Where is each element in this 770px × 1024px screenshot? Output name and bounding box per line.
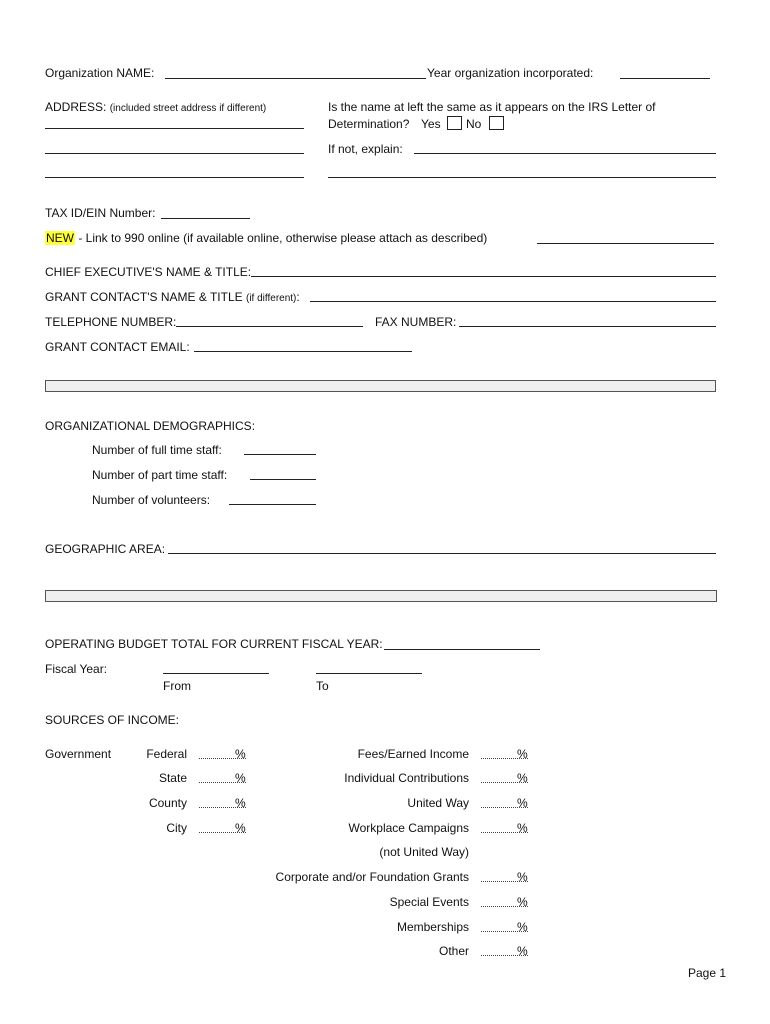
explain-field-1[interactable] [414,153,716,154]
income-county-percent: % [235,796,246,810]
link-990-field[interactable] [537,243,714,244]
email-field[interactable] [194,351,412,352]
operating-budget-label: OPERATING BUDGET TOTAL FOR CURRENT FISCAL YEAR: [45,637,383,651]
explain-label: If not, explain: [328,142,403,156]
income-city-label: City [166,821,187,835]
irs-question-line-1: Is the name at left the same as it appears on the IRS Letter of [328,100,656,114]
ceo-field[interactable] [251,276,716,277]
telephone-label: TELEPHONE NUMBER: [45,315,177,329]
demographics-title: ORGANIZATIONAL DEMOGRAPHICS: [45,419,256,433]
income-grants-label: Corporate and/or Foundation Grants [275,870,469,884]
sources-of-income-title: SOURCES OF INCOME: [45,713,180,727]
income-federal-label: Federal [146,747,187,761]
income-federal-percent: % [235,747,246,761]
org-name-label: Organization NAME: [45,66,155,80]
full-time-staff-label: Number of full time staff: [92,443,222,457]
link-990-label [45,231,487,245]
income-workplace-label: Workplace Campaigns [348,821,469,835]
income-fees-label: Fees/Earned Income [357,747,469,761]
operating-budget-field[interactable] [384,649,540,650]
full-time-staff-field[interactable] [244,454,316,455]
government-label: Government [45,747,112,761]
geographic-area-label: GEOGRAPHIC AREA: [45,542,166,556]
irs-question-line-2: Determination? [328,117,410,131]
income-other-percent: % [517,944,528,958]
fiscal-year-from-label: From [163,679,191,693]
grant-contact-note: (if different) [246,293,297,304]
income-fees-percent: % [517,747,528,761]
grant-contact-label-text: GRANT CONTACT'S NAME & TITLE [45,290,243,304]
income-events-percent: % [517,895,528,909]
link-990-text: - Link to 990 online (if available online, otherwise please attach as described) [75,231,488,245]
irs-no-label: No [466,117,482,131]
address-note: (included street address if different) [109,103,267,114]
fiscal-year-from-field[interactable] [163,673,269,674]
address-line-2[interactable] [45,153,304,154]
year-incorporated-field[interactable] [620,78,710,79]
org-name-field[interactable] [165,78,426,79]
section-divider-2 [45,590,717,602]
section-divider-1 [45,380,716,392]
fax-label: FAX NUMBER: [375,315,457,329]
irs-yes-label: Yes [421,117,441,131]
income-other-label: Other [438,944,469,958]
grant-contact-field[interactable] [310,301,716,302]
fiscal-year-label: Fiscal Year: [45,662,108,676]
income-workplace-percent: % [517,821,528,835]
address-label-text: ADDRESS: [45,100,107,114]
irs-no-checkbox[interactable] [489,116,504,130]
grant-contact-colon: : [296,290,300,304]
geographic-area-field[interactable] [168,553,716,554]
income-state-percent: % [235,771,246,785]
explain-field-2[interactable] [328,177,716,178]
income-united-way-label: United Way [407,796,469,810]
year-incorporated-label: Year organization incorporated: [427,66,594,80]
income-city-percent: % [235,821,246,835]
fax-field[interactable] [459,326,716,327]
income-state-label: State [158,771,187,785]
page-number: Page 1 [688,966,727,980]
income-memberships-label: Memberships [396,920,469,934]
address-line-3[interactable] [45,177,304,178]
part-time-staff-label: Number of part time staff: [92,468,228,482]
volunteers-field[interactable] [229,504,316,505]
income-individual-percent: % [517,771,528,785]
income-united-way-percent: % [517,796,528,810]
income-grants-percent: % [517,870,528,884]
part-time-staff-field[interactable] [250,479,316,480]
fiscal-year-to-label: To [316,679,329,693]
grant-contact-label [45,290,300,306]
income-events-label: Special Events [389,895,469,909]
income-workplace-note: (not United Way) [379,845,469,859]
ein-field[interactable] [161,218,250,219]
volunteers-label: Number of volunteers: [92,493,211,507]
income-memberships-percent: % [517,920,528,934]
address-line-1[interactable] [45,128,304,129]
telephone-field[interactable] [176,326,363,327]
address-label [45,100,266,116]
new-tag: NEW [46,231,74,245]
irs-yes-checkbox[interactable] [447,116,462,130]
email-label: GRANT CONTACT EMAIL: [45,340,190,354]
income-county-label: County [148,796,187,810]
fiscal-year-to-field[interactable] [316,673,422,674]
ein-label: TAX ID/EIN Number: [45,206,156,220]
ceo-label: CHIEF EXECUTIVE'S NAME & TITLE: [45,265,252,279]
income-individual-label: Individual Contributions [344,771,469,785]
